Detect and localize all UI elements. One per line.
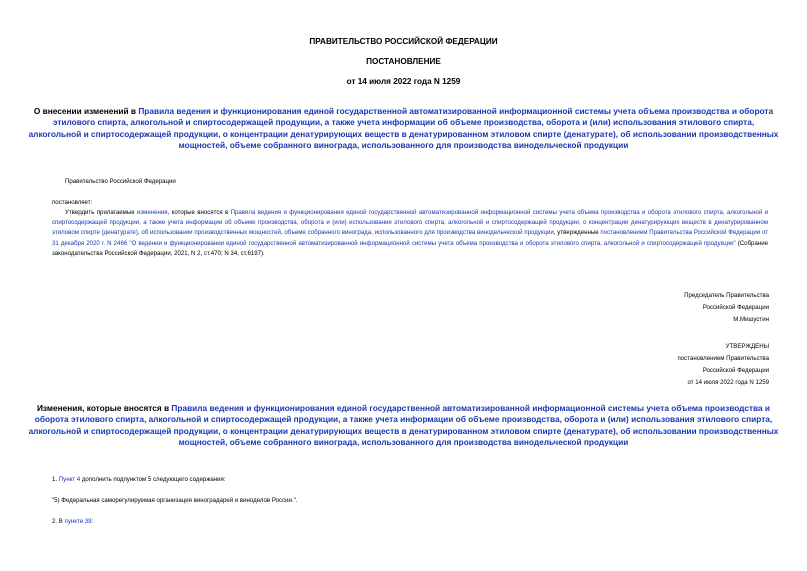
- changes-title-prefix: Изменения, которые вносятся в: [36, 403, 172, 413]
- document-date-number: от 14 июля 2022 года N 1259: [346, 77, 461, 86]
- approved-block: [469, 341, 769, 389]
- paragraph-text-end: (Собрание законодательства Российской Федерации, 2021, N 2, ст.470; N 34, ст.6197).: [52, 239, 768, 257]
- decides-line: постановляет:: [52, 199, 93, 206]
- approved-line-3: Российской Федерации: [702, 367, 769, 374]
- document-type: ПОСТАНОВЛЕНИЕ: [366, 57, 441, 66]
- signature-line-1: Председатель Правительства: [684, 292, 769, 299]
- document-title: [28, 106, 779, 152]
- item-1-text: дополнить подпунктом 5 следующего содержания:: [80, 476, 226, 483]
- paragraph-text-mid2: , утвержденные: [553, 229, 601, 237]
- government-line: Правительство Российской Федерации: [65, 178, 176, 185]
- title-rules-link[interactable]: Правила ведения и функционирования единой государственной автоматизированной информационной системы учета объема производства и оборота этилового спирта, алкогольной и спиртосодержащей продукции, а также учета информации об объеме производства, оборота и (или) использования этилового спирта, алкогольной и спиртосодержащей продукции, о концентрации денатурирующих веществ в денатурированном этиловом спирте (денатурате), об использовании производственных мощностей, объеме собранного винограда, использованного для производства винодельческой продукции: [28, 106, 779, 151]
- approved-line-4: от 14 июля 2022 года N 1259: [687, 379, 769, 386]
- paragraph-text-mid1: , которые вносятся в: [167, 209, 231, 216]
- item-1: [52, 475, 225, 485]
- item-2: [52, 517, 93, 527]
- changes-link[interactable]: изменения: [136, 209, 168, 216]
- item-2-text: :: [91, 518, 94, 525]
- signature-block: [469, 290, 769, 326]
- signature-line-2: Российской Федерации: [702, 304, 769, 311]
- approved-line-1: УТВЕРЖДЕНЫ: [725, 343, 769, 350]
- item-2-link[interactable]: пункте 39: [64, 518, 92, 525]
- item-1-quote: "5) Федеральная саморегулируемая организация виноградарей и виноделов России.".: [52, 497, 298, 504]
- item-1-number: 1.: [52, 476, 59, 483]
- rules-link[interactable]: Правила ведения и функционирования единой государственной автоматизированной информационной системы учета объема производства и оборота этилового спирта, алкогольной и спиртосодержащей продукции, а также учета информации об объеме производства, оборота и (или) использования этилового спирта, алкогольной и спиртосодержащей продукции, о концентрации денатурирующих веществ в денатурированном этиловом спирте (денатурате), об использовании производственных мощностей, объеме собранного винограда, использованного для производства винодельческой продукции: [52, 209, 768, 237]
- item-2-number: 2. В: [52, 518, 65, 525]
- government-header: ПРАВИТЕЛЬСТВО РОССИЙСКОЙ ФЕДЕРАЦИИ: [309, 37, 498, 46]
- resolution-2466-link[interactable]: постановлением Правительства Российской Федерации от 31 декабря 2020 г. N 2466 "О ведении и функционировании единой государственной автоматизированной информационной системы учета объема производства и оборота этилового спирта, алкогольной и спиртосодержащей продукции": [52, 229, 769, 247]
- paragraph-text-start: Утвердить прилагаемые: [65, 209, 137, 216]
- signature-name: М.Мишустин: [733, 316, 769, 323]
- changes-title: [28, 403, 779, 449]
- changes-title-rules-link[interactable]: Правила ведения и функционирования единой государственной автоматизированной информационной системы учета объема производства и оборота этилового спирта, алкогольной и спиртосодержащей продукции, а также учета информации об объеме производства, оборота и (или) использования этилового спирта, алкогольной и спиртосодержащей продукции, о концентрации денатурирующих веществ в денатурированном этиловом спирте (денатурате), об использовании производственных мощностей, объеме собранного винограда, использованного для производства винодельческой продукции: [28, 403, 779, 448]
- main-paragraph: [52, 208, 768, 259]
- item-1-link[interactable]: Пункт 4: [58, 476, 81, 483]
- approved-line-2: постановлением Правительства: [677, 355, 769, 362]
- title-prefix: О внесении изменений в: [33, 106, 139, 116]
